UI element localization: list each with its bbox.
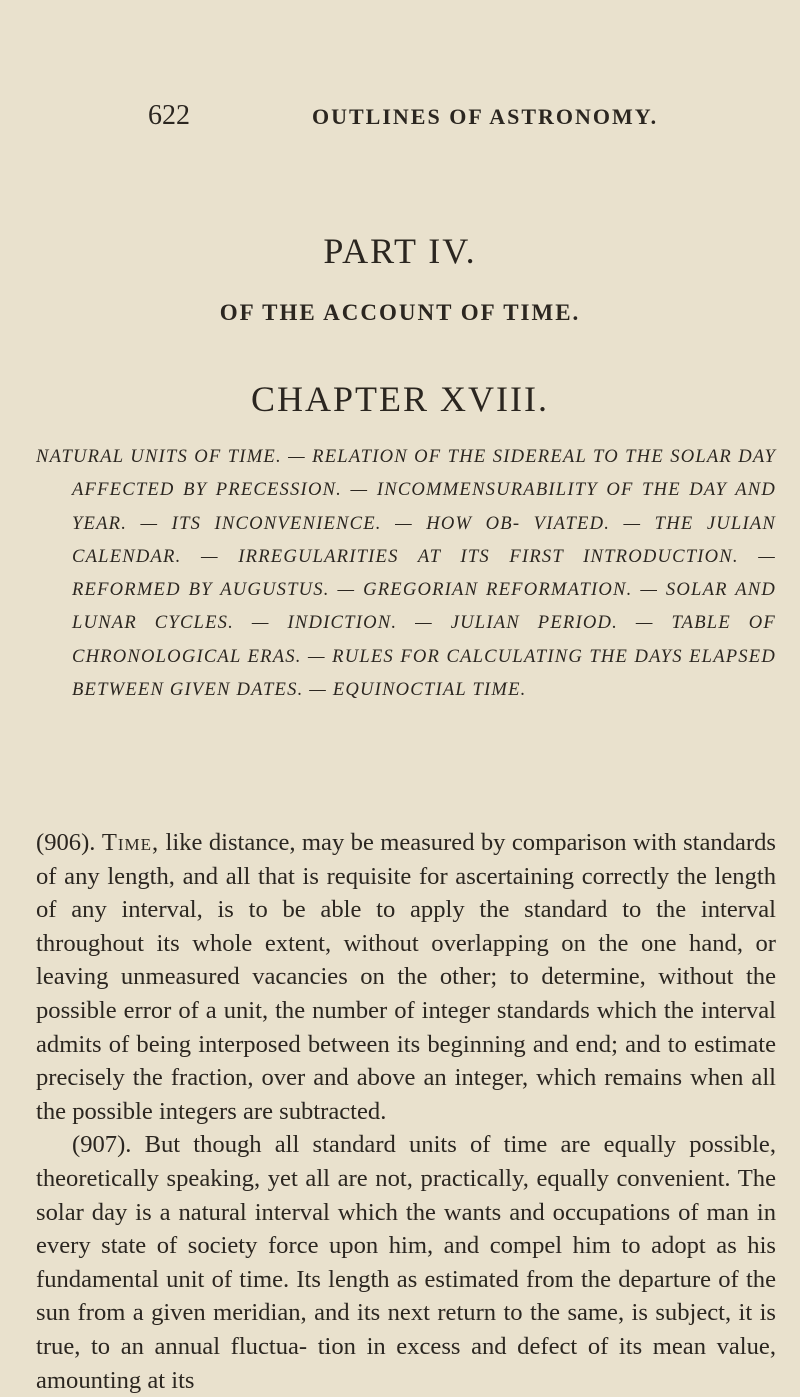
running-title: OUTLINES OF ASTRONOMY. xyxy=(312,104,659,129)
paragraph-lead-word: Time, xyxy=(101,829,160,856)
paragraph-907 xyxy=(36,1128,776,1397)
chapter-summary: NATURAL UNITS OF TIME. — RELATION OF THE SIDEREAL TO THE SOLAR DAY AFFECTED BY PRECESSION. — INCOMMENSURABILITY OF THE DAY AND YEAR. — ITS INCONVENIENCE. — HOW OB- VIATED. — THE JULIAN CALENDAR. — IRREGULARITIES AT ITS FIRST INTRODUCTION. — REFORMED BY AUGUSTUS. — GREGORIAN REFORMATION. — SOLAR AND LUNAR CYCLES. — INDICTION. — JULIAN PERIOD. — TABLE OF CHRONOLOGICAL ERAS. — RULES FOR CALCULATING THE DAYS ELAPSED BETWEEN GIVEN DATES. — EQUINOCTIAL TIME. xyxy=(36,446,776,701)
paragraph-text: like distance, may be measured by comparison with standards of any length, and all that is requisite for ascertaining correctly the length of any interval, is to be able to apply the standard to the interval throughout its whole extent, without overlapping on the one hand, or leaving unmeasured vacancies on the other; to determine, without the possible error of a unit, the number of integer standards which the interval admits of being interposed between its beginning and end; and to estimate precisely the fraction, over and above an integer, which remains when all the possible integers are subtracted. xyxy=(36,829,776,1125)
paragraph-number: (907). xyxy=(72,1131,132,1159)
paragraph-906 xyxy=(36,826,776,1128)
part-subtitle: OF THE ACCOUNT OF TIME. xyxy=(219,300,581,325)
body-text xyxy=(36,826,776,1397)
paragraph-text: But though all standard units of time are equally possible, theoretically speaking, yet all are not, practically, equally convenient. The solar day is a natural interval which the wants and occupations of man in every state of society force upon him, and compel him to adopt as his fundamental unit of time. Its length as estimated from the departure of the sun from a given meridian, and its next return to the same, is subject, it is true, to an annual fluctua- tion in excess and defect of its mean value, amounting at its xyxy=(36,1131,776,1394)
chapter-title: CHAPTER XVIII. xyxy=(251,379,549,419)
page-number: 622 xyxy=(148,100,190,131)
paragraph-number: (906). xyxy=(36,829,96,856)
part-title: PART IV. xyxy=(323,231,477,271)
